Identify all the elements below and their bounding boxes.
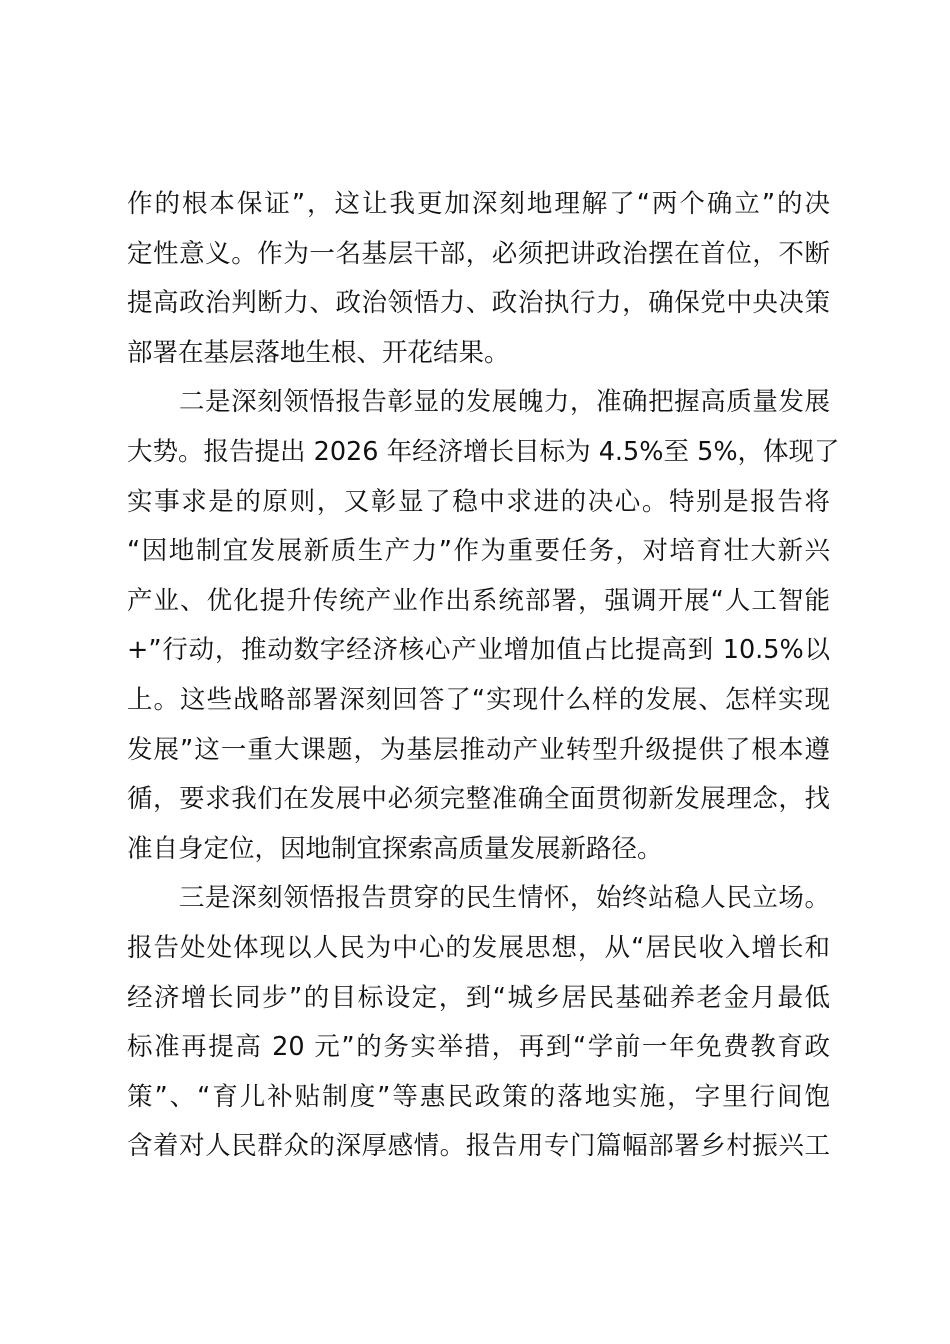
document-body: [127, 180, 840, 1172]
text-line: 标准再提高 20 元”的务实举措，再到“学前一年免费教育政: [127, 1032, 830, 1063]
text-line: 策”、“育儿补贴制度”等惠民政策的落地实施，字里行间饱: [127, 1081, 830, 1112]
text-line: 部署在基层落地生根、开花结果。: [127, 337, 510, 368]
text-line: 含着对人民群众的深厚感情。报告用专门篇幅部署乡村振兴工: [127, 1131, 830, 1162]
text-line: 大势。报告提出 2026 年经济增长目标为 4.5%至 5%，体现了: [127, 436, 840, 467]
text-line: 准自身定位，因地制宜探索高质量发展新路径。: [127, 833, 663, 864]
text-line: 实事求是的原则，又彰显了稳中求进的决心。特别是报告将: [127, 486, 830, 517]
text-line: 上。这些战略部署深刻回答了“实现什么样的发展、怎样实现: [127, 684, 830, 715]
text-line: 定性意义。作为一名基层干部，必须把讲政治摆在首位，不断: [127, 238, 830, 269]
text-line: 产业、优化提升传统产业作出系统部署，强调开展“人工智能: [127, 585, 830, 616]
text-line: 二是深刻领悟报告彰显的发展魄力，准确把握高质量发展: [179, 387, 830, 418]
text-line: +”行动，推动数字经济核心产业增加值占比提高到 10.5%以: [127, 635, 830, 666]
text-line: 作的根本保证”，这让我更加深刻地理解了“两个确立”的决: [127, 189, 830, 219]
text-line: 循，要求我们在发展中必须完整准确全面贯彻新发展理念，找: [127, 784, 830, 815]
text-line: 经济增长同步”的目标设定，到“城乡居民基础养老金月最低: [127, 982, 830, 1013]
text-line: 三是深刻领悟报告贯穿的民生情怀，始终站稳人民立场。: [179, 883, 830, 914]
text-line: 发展”这一重大课题，为基层推动产业转型升级提供了根本遵: [127, 734, 830, 765]
text-line: 提高政治判断力、政治领悟力、政治执行力，确保党中央决策: [127, 288, 830, 319]
text-line: 报告处处体现以人民为中心的发展思想，从“居民收入增长和: [127, 932, 830, 963]
text-line: “因地制宜发展新质生产力”作为重要任务，对培育壮大新兴: [127, 536, 830, 567]
